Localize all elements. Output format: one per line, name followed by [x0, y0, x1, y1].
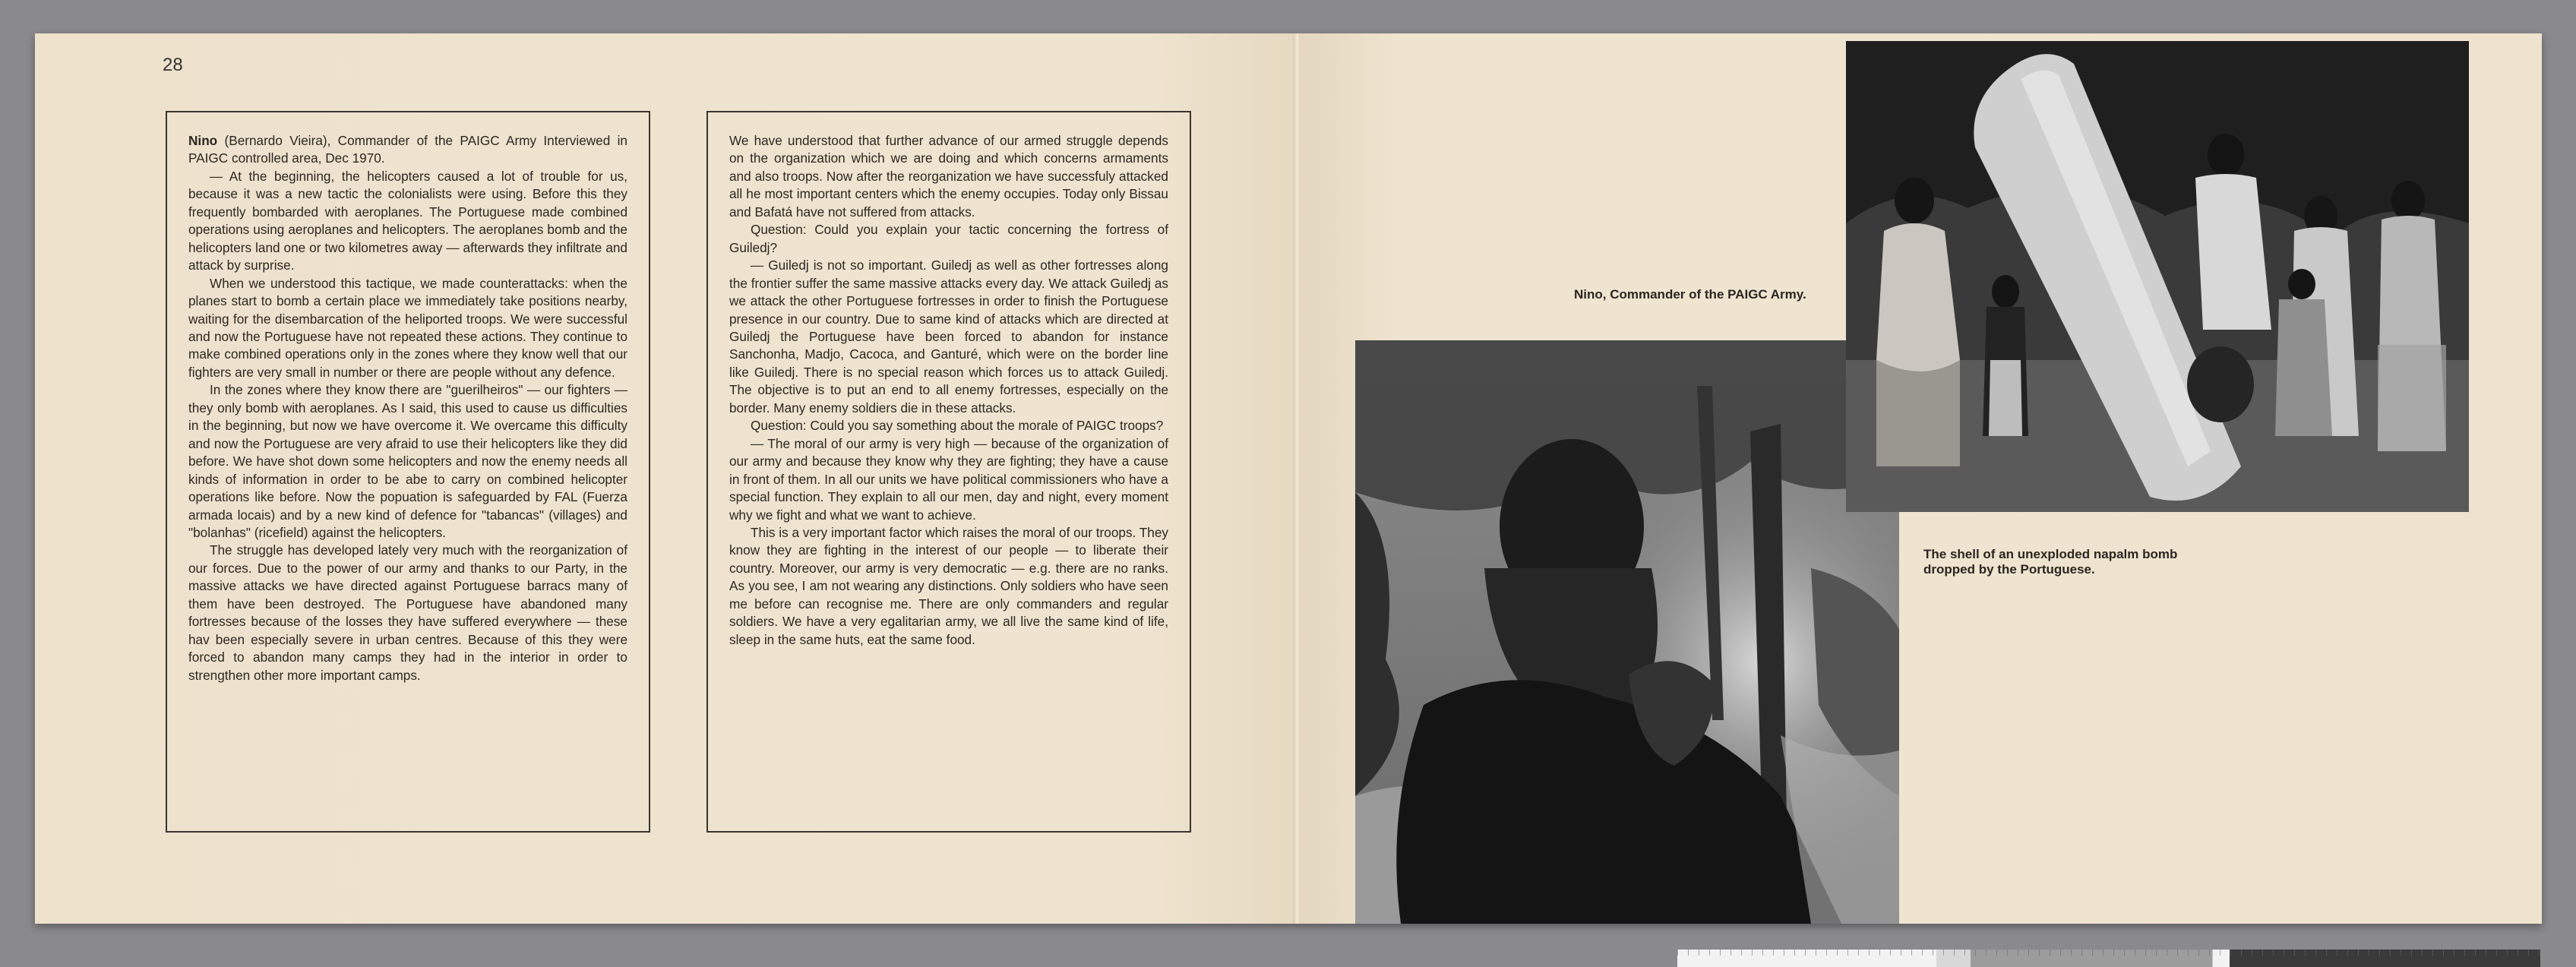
intro-paragraph	[188, 132, 627, 168]
magazine-spread	[35, 33, 2542, 924]
paragraph: — At the beginning, the helicopters caused a lot of trouble for us, because it was a new tactic the colonialists were using. Before this they frequently bombarded with aeroplanes. The Portuguese made combined operations using aeroplanes and helicopters. The aeroplanes bomb and the helicopters land one or two kilometres away — afterwards they infiltrate and attack by surprise.	[188, 168, 627, 273]
question: Question: Could you say something about the morale of PAIGC troops?	[751, 418, 1164, 434]
napalm-photo	[1846, 41, 2469, 512]
intro-rest: (Bernardo Vieira), Commander of the PAIGC Army Interviewed in PAIGC controlled area, Dec 1970.	[188, 133, 627, 166]
answer: — Guiledj is not so important. Guiledj as well as other fortresses along the frontier suffer the same massive attacks every day. We attack Guiledj as we attack the other Portuguese fortresses in order to finish the Portuguese presence in our country. Due to same kind of attacks which are directed at Guiledj the Portuguese have been forced to abandon for instance Sanchonha, Madjo, Cacoca, and Ganturé, which were on the border line like Guiledj. There is no special reason which forces us to attack Guiledj. The objective is to put an end to all enemy fortresses, especially on the border. Many enemy soldiers die in these attacks.	[729, 258, 1168, 416]
question: Question: Could you explain your tactic concerning the fortress of Guiledj?	[729, 222, 1168, 255]
paragraph: We have understood that further advance of our armed struggle depends on the organization which we are doing and which concerns armaments and also troops. Now after the reorganization we have successfuly attacked all he most important centers which the enemy occupies. Today only Bissau and Bafatá have not suffered from attacks.	[729, 133, 1168, 220]
napalm-caption: The shell of an unexploded napalm bomb dropped by the Portuguese.	[1923, 547, 2178, 577]
paragraph: When we understood this tactique, we made counterattacks: when the planes start to bomb a certain place we immediately take positions nearby, waiting for the disembarcation of the heliported troops. We were successful and now the Portuguese have not repeated these actions. They continue to make combined operations only in the zones where they know well that our fighters are very small in number or there are people without any defence.	[188, 275, 627, 380]
right-page	[1299, 33, 2542, 924]
left-page	[35, 33, 1296, 924]
napalm-photo-image	[1846, 41, 2469, 512]
ruler-ticks	[1677, 950, 2540, 956]
portrait-photo	[1355, 340, 1899, 924]
paragraph: In the zones where they know there are "guerilheiros" — our fighters — they only bomb with aeroplanes. As I said, this used to cause us difficulties in the beginning, but now we have overcome it. We overcame this difficulty and now the Portuguese are very afraid to use their helicopters like they did before. We have shot down some helicopters and now the enemy needs all kinds of information in order to be abe to carry on combined helicopter operations like before. Now the popuation is safeguarded by FAL (Fuerza armada locais) and by a new kind of defence for "tabancas" (villages) and "bolanhas" (ricefield) against the helicopters.	[188, 382, 627, 540]
portrait-caption: Nino, Commander of the PAIGC Army.	[1574, 287, 1806, 302]
portrait-photo-image	[1355, 340, 1899, 924]
intro-name: Nino	[188, 133, 218, 148]
page-number: 28	[163, 55, 183, 75]
text-column-right	[706, 111, 1191, 833]
paragraph: The struggle has developed lately very much with the reorganization of our forces. Due to the power of our army and thanks to our Party, in the massive attacks we have directed against Portuguese barracs many of them have been destroyed. The Portuguese have abandoned many fortresses because of the losses they have suffered everywhere — these hav been especially severe in urban centres. Because of this they were forced to abandon many camps they had in the interior in order to strengthen other more important camps.	[188, 542, 627, 683]
answer: — The moral of our army is very high — because of the organization of our army and because they know why they are fighting; they have a cause in front of them. In all our units we have political commissioners who have a special function. They explain to all our men, day and night, every moment why we fight and what we want to achieve.	[729, 435, 1168, 523]
scan-color-ruler	[1677, 950, 2540, 967]
text-column-left	[166, 111, 650, 833]
paragraph: This is a very important factor which raises the moral of our troops. They know they are fighting in the interest of our people — to liberate their country. Moreover, our army is very democratic — e.g. there are no ranks. As you see, I am not wearing any distinctions. Only soldiers who have seen me before can recognise me. There are only commanders and regular soldiers. We have a very egalitarian army, we all live the same kind of life, sleep in the same huts, eat the same food.	[729, 524, 1168, 647]
